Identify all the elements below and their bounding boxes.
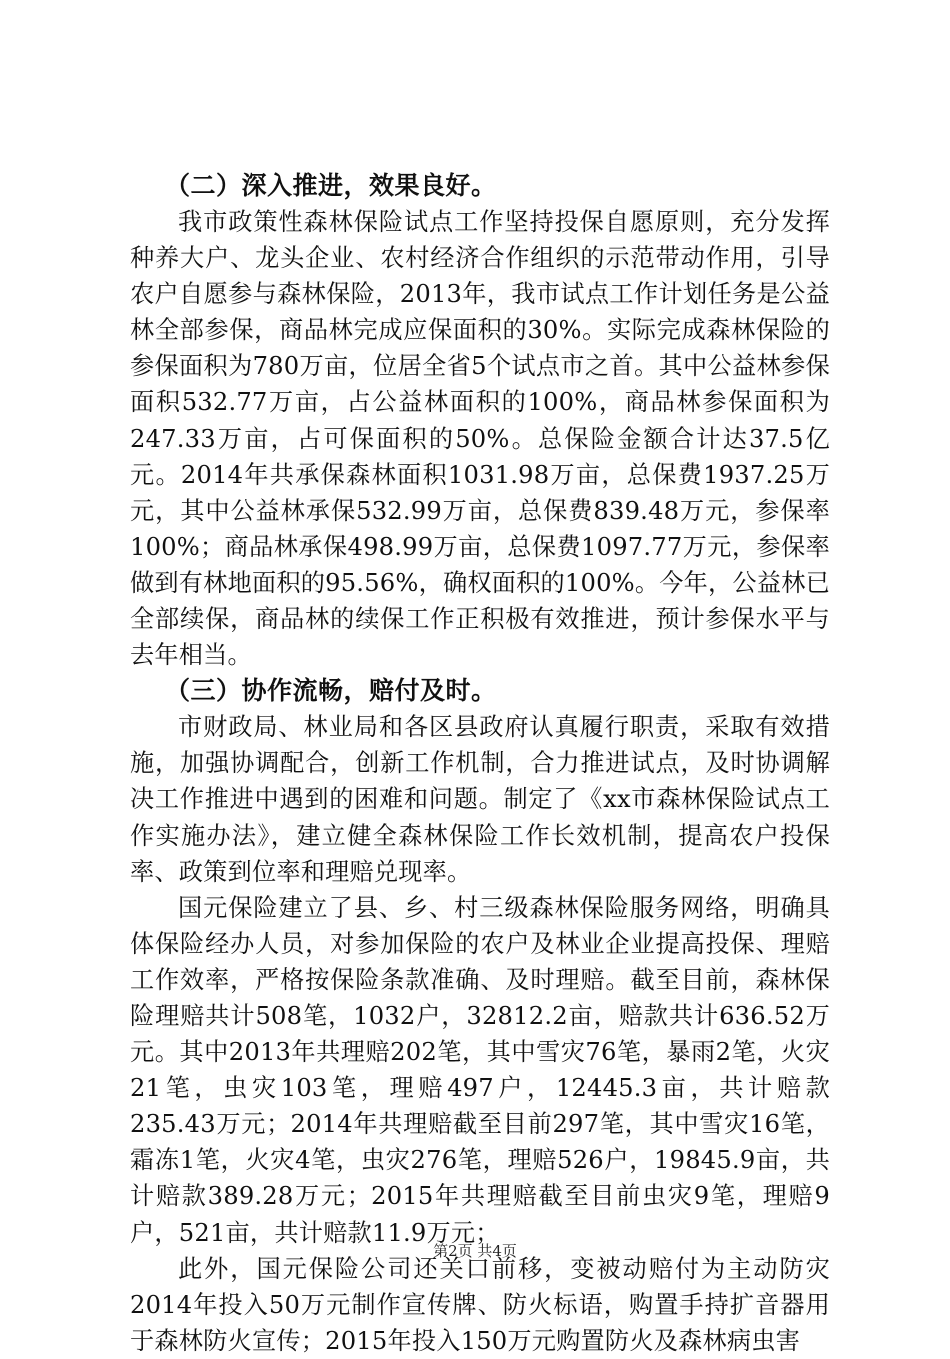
paragraph: 市财政局、林业局和各区县政府认真履行职责，采取有效措施，加强协调配合，创新工作机制，合力推进试点，及时协调解决工作推进中遇到的困难和问题。制定了《xx市森林保险试点工作实施办法》，建立健全森林保险工作长效机制，提高农户投保率、政策到位率和理赔兑现率。 bbox=[130, 713, 830, 886]
page-footer: 第2页 共4页 bbox=[433, 1242, 517, 1260]
document-body bbox=[130, 168, 830, 1359]
paragraph: 国元保险建立了县、乡、村三级森林保险服务网络，明确具体保险经办人员，对参加保险的农户及林业企业提高投保、理赔工作效率，严格按保险条款准确、及时理赔。截至目前，森林保险理赔共计508笔，1032户，32812.2亩，赔款共计636.52万元。其中2013年共理赔202笔，其中雪灾76笔，暴雨2笔，火灾21笔，虫灾103笔，理赔497户，12445.3亩，共计赔款235.43万元；2014年共理赔截至目前297笔，其中雪灾16笔，霜冻1笔，火灾4笔，虫灾276笔，理赔526户，19845.9亩，共计赔款389.28万元；2015年共理赔截至目前虫灾9笔，理赔9户，521亩，共计赔款11.9万元； bbox=[130, 893, 830, 1247]
section-heading-2: （二）深入推进，效果良好。 bbox=[165, 171, 497, 200]
paragraph: 此外，国元保险公司还关口前移，变被动赔付为主动防灾2014年投入50万元制作宣传牌、防火标语，购置手持扩音器用于森林防火宣传；2015年投入150万元购置防火及森林病虫害 bbox=[130, 1254, 830, 1355]
paragraph: 我市政策性森林保险试点工作坚持投保自愿原则，充分发挥种养大户、龙头企业、农村经济合作组织的示范带动作用，引导农户自愿参与森林保险，2013年，我市试点工作计划任务是公益林全部参保，商品林完成应保面积的30%。实际完成森林保险的参保面积为780万亩，位居全省5个试点市之首。其中公益林参保面积532.77万亩，占公益林面积的100%，商品林参保面积为247.33万亩，占可保面积的50%。总保险金额合计达37.5亿元。2014年共承保森林面积1031.98万亩，总保费1937.25万元，其中公益林承保532.99万亩，总保费839.48万元，参保率100%；商品林承保498.99万亩，总保费1097.77万元，参保率做到有林地面积的95.56%，确权面积的100%。今年，公益林已全部续保，商品林的续保工作正积极有效推进，预计参保水平与去年相当。 bbox=[130, 208, 830, 670]
section-heading-3: （三）协作流畅，赔付及时。 bbox=[165, 676, 497, 706]
